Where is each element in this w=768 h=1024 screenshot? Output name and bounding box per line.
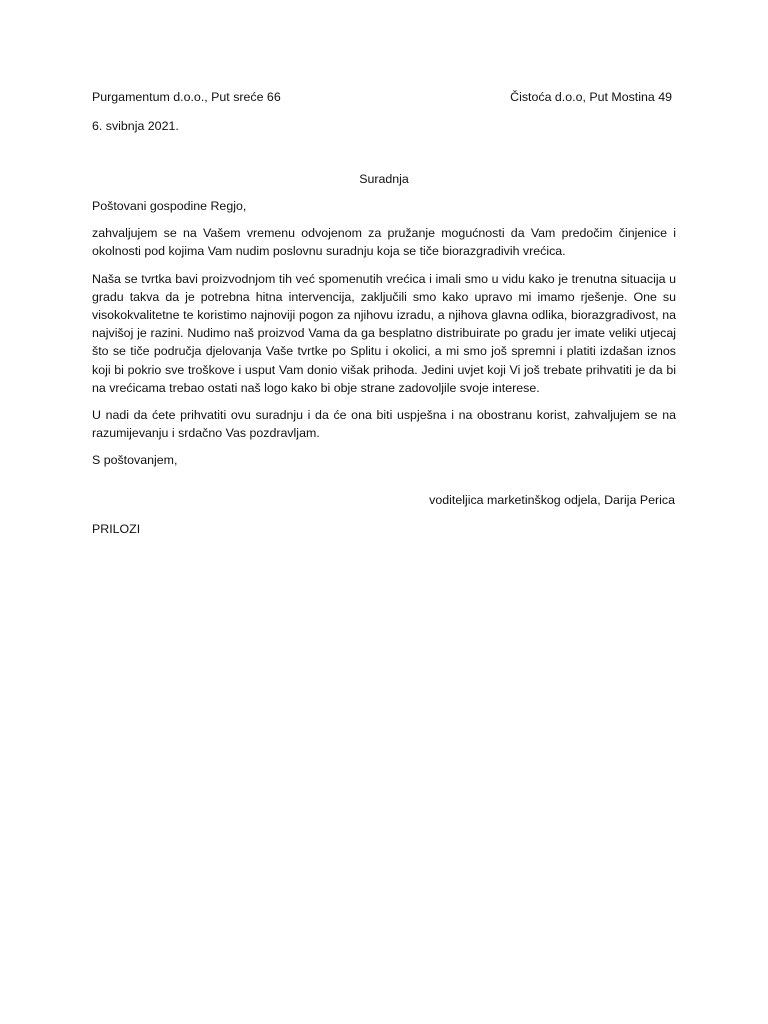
signature: voditeljica marketinškog odjela, Darija Perica [429, 493, 675, 507]
paragraph-intro: zahvaljujem se na Vašem vremenu odvojenom za pružanje mogućnosti da Vam predočim činjenice i okolnosti pod kojima Vam nudim poslovnu suradnju koja se tiče biorazgradivih vrećica. [92, 226, 676, 259]
letter-body [92, 197, 676, 479]
recipient-address: Čistoća d.o.o, Put Mostina 49 [510, 90, 672, 104]
paragraph-conclusion: U nadi da ćete prihvatiti ovu suradnju i da će ona biti uspješna i na obostranu korist, zahvaljujem se na razumijevanju i srdačno Vas pozdravljam. [92, 408, 676, 441]
letter-date: 6. svibnja 2021. [92, 119, 179, 133]
attachments-label: PRILOZI [92, 522, 141, 536]
paragraph-main: Naša se tvrtka bavi proizvodnjom tih već spomenutih vrećica i imali smo u vidu kako je trenutna situacija u gradu takva da je potrebna hitna intervencija, zaključili smo kako upravo mi imamo rješenje. One su visokokvalitetne te koristimo najnoviji pogon za njihovu izradu, a njihova glavna odlika, biorazgradivost, na najvišoj je razini. Nudimo naš proizvod Vama da ga besplatno distribuirate po gradu jer imate veliki utjecaj što se tiče područja djelovanja Vaše tvrtke po Splitu i okolici, a mi smo još spremni i platiti izdašan iznos koji bi pokrio sve troškove i usput Vam donio višak prihoda. Jedini uvjet koji Vi još trebate prihvatiti je da bi na vrećicama trebao ostati naš logo kako bi obje strane zadovoljile svoje interese. [92, 271, 676, 395]
greeting: Poštovani gospodine Regjo, [92, 199, 247, 213]
sender-address: Purgamentum d.o.o., Put sreće 66 [92, 90, 281, 104]
letter-subject: Suradnja [359, 172, 409, 186]
closing: S poštovanjem, [92, 453, 178, 468]
